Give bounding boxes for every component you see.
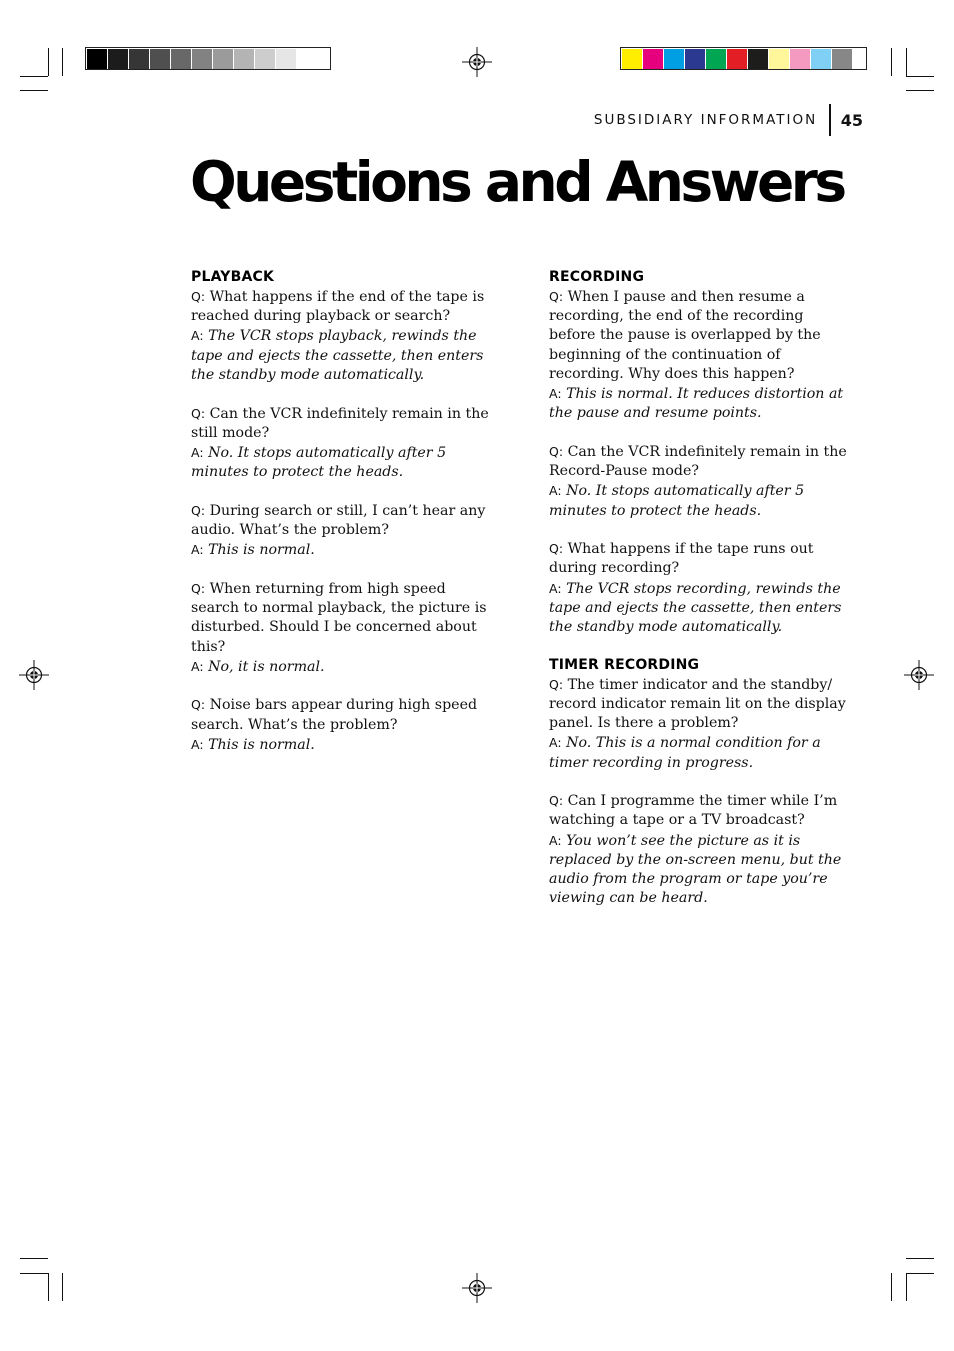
recording-section <box>549 268 849 637</box>
a-label: A: <box>549 735 562 751</box>
color-swatch <box>622 49 643 69</box>
left-column <box>191 268 491 774</box>
a-label: A: <box>191 328 204 344</box>
a-label: A: <box>191 658 204 674</box>
question-text: During search or still, I can’t hear any audio. What’s the problem? <box>191 502 486 539</box>
qa-item <box>549 442 849 521</box>
a-label: A: <box>191 542 204 558</box>
registration-mark-left-icon <box>19 660 49 690</box>
answer <box>549 579 849 638</box>
color-swatch <box>685 49 706 69</box>
answer-text: You won’t see the picture as it is replaced by the on-screen menu, but the audio from the program or tape you’re viewing can be heard. <box>549 832 842 907</box>
gray-swatch <box>150 49 171 69</box>
a-label: A: <box>549 832 562 848</box>
qa-item <box>191 579 491 677</box>
qa-item <box>549 539 849 637</box>
gray-swatch <box>108 49 129 69</box>
a-label: A: <box>549 483 562 499</box>
section-heading-timer-recording: TIMER RECORDING <box>549 656 700 673</box>
color-swatch <box>769 49 790 69</box>
q-label: Q: <box>549 793 564 809</box>
q-label: Q: <box>549 289 564 304</box>
header-divider <box>829 104 831 136</box>
page-title: Questions and Answers <box>190 150 844 214</box>
section-heading-recording: RECORDING <box>549 269 645 285</box>
answer <box>549 831 849 909</box>
answer <box>191 540 491 560</box>
color-swatch <box>643 49 664 69</box>
answer <box>191 326 491 385</box>
qa-item <box>549 287 849 423</box>
q-label: Q: <box>549 443 564 459</box>
section-heading-playback: PLAYBACK <box>191 269 275 285</box>
gray-swatch <box>276 49 297 69</box>
gray-swatch <box>234 49 255 69</box>
question-text: Noise bars appear during high speed search. What’s the problem? <box>191 697 478 733</box>
a-label: A: <box>549 580 562 596</box>
question <box>191 287 491 326</box>
answer-text: No. This is a normal condition for a timer recording in progress. <box>549 735 821 771</box>
qa-item <box>191 287 491 385</box>
q-label: Q: <box>549 541 564 557</box>
question <box>549 675 849 734</box>
registration-mark-bottom-icon <box>462 1273 492 1303</box>
answer <box>549 384 849 423</box>
qa-item <box>549 791 849 908</box>
answer-text: No, it is normal. <box>208 658 325 675</box>
answer-text: This is normal. It reduces distortion at the pause and resume points. <box>549 386 844 422</box>
gray-swatch <box>171 49 192 69</box>
question-text: What happens if the end of the tape is reached during playback or search? <box>191 289 485 325</box>
gray-swatch <box>255 49 276 69</box>
registration-mark-right-icon <box>904 660 934 690</box>
gray-swatch <box>129 49 150 69</box>
question <box>191 404 491 443</box>
gray-swatch <box>213 49 234 69</box>
question <box>191 579 491 657</box>
timer-recording-section <box>549 656 849 909</box>
answer-text: This is normal. <box>208 542 315 559</box>
question <box>549 791 849 830</box>
q-label: Q: <box>549 676 564 692</box>
grayscale-swatches <box>87 49 318 69</box>
answer <box>191 657 491 677</box>
color-swatch <box>748 49 769 69</box>
color-swatches <box>622 49 853 69</box>
color-swatch <box>790 49 811 69</box>
playback-section <box>191 268 491 755</box>
color-swatch <box>706 49 727 69</box>
gray-swatch <box>297 49 318 69</box>
answer-text: No. It stops automatically after 5 minutes to protect the heads. <box>191 444 447 481</box>
right-column <box>549 268 849 927</box>
answer-text: This is normal. <box>208 736 315 753</box>
color-swatch <box>811 49 832 69</box>
q-label: Q: <box>191 502 206 518</box>
section-name: SUBSIDIARY INFORMATION <box>593 112 818 128</box>
qa-item <box>191 404 491 483</box>
question <box>549 287 849 384</box>
question <box>191 501 491 540</box>
a-label: A: <box>191 736 204 752</box>
answer <box>549 481 849 520</box>
question <box>549 442 849 481</box>
question-text: When I pause and then resume a recording, the end of the recording before the pause is overlapped by the beginning of the continuation of recording. Why does this happen? <box>549 289 821 382</box>
q-label: Q: <box>191 289 206 304</box>
gray-swatch <box>192 49 213 69</box>
q-label: Q: <box>191 697 206 713</box>
answer <box>191 735 491 755</box>
running-header <box>594 104 863 136</box>
answer-text: The VCR stops recording, rewinds the tape and ejects the cassette, then enters the standby mode automatically. <box>549 580 842 636</box>
a-label: A: <box>191 444 204 460</box>
question-text: What happens if the tape runs out during recording? <box>549 541 814 577</box>
qa-item <box>549 675 849 773</box>
page-number: 45 <box>840 110 863 130</box>
registration-mark-top-icon <box>462 47 492 77</box>
color-swatch <box>664 49 685 69</box>
a-label: A: <box>549 386 562 402</box>
question-text: Can the VCR indefinitely remain in the Record-Pause mode? <box>549 443 847 480</box>
question <box>549 539 849 578</box>
question-text: The timer indicator and the standby/ record indicator remain lit on the display panel. Is there a problem? <box>549 676 846 732</box>
answer-text: No. It stops automatically after 5 minutes to protect the heads. <box>549 483 805 519</box>
answer <box>191 443 491 482</box>
color-swatch <box>832 49 853 69</box>
qa-item <box>191 695 491 755</box>
answer <box>549 733 849 772</box>
qa-item <box>191 501 491 561</box>
color-swatch <box>727 49 748 69</box>
question <box>191 695 491 734</box>
answer-text: The VCR stops playback, rewinds the tape and ejects the cassette, then enters the standby mode automatically. <box>191 328 484 383</box>
gray-swatch <box>87 49 108 69</box>
question-text: Can I programme the timer while I’m watching a tape or a TV broadcast? <box>549 793 838 829</box>
question-text: When returning from high speed search to normal playback, the picture is disturbed. Should I be concerned about this? <box>191 580 487 655</box>
q-label: Q: <box>191 580 206 596</box>
question-text: Can the VCR indefinitely remain in the still mode? <box>191 405 489 441</box>
q-label: Q: <box>191 405 206 421</box>
